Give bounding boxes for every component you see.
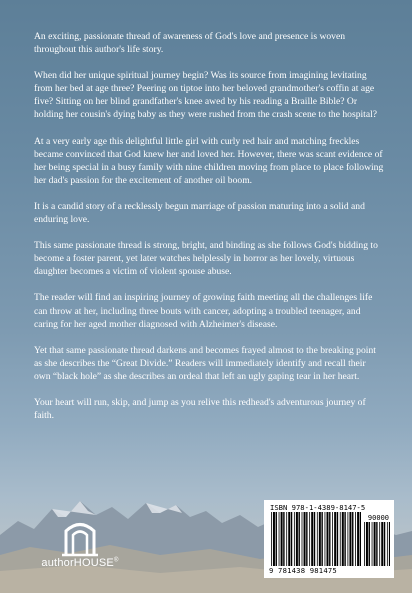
barcode-bar (325, 512, 326, 566)
barcode-bar (334, 512, 336, 566)
barcode-digits: 9 781438 981475 (269, 566, 337, 575)
barcode-bar (352, 512, 353, 566)
barcode-bar (376, 522, 377, 566)
barcode-bar (311, 512, 313, 566)
blurb-paragraph: The reader will find an inspiring journey of growing faith meeting all the challenges life can throw at her, including three bouts with cancer, adopting a troubled teenager, and caring for her aged mother diagnosed with Alzheimer's disease. (34, 292, 373, 330)
barcode-bar (344, 512, 345, 566)
blurb-paragraph: At a very early age this delightful little girl with curly red hair and matching freckles became convinced that God knew her and loved her. However, there was scant evidence of her being special in a busy family with nine children moving from place to place following her dad's passion for the excitement of another oil boom. (34, 135, 384, 186)
barcode-bar (296, 512, 298, 566)
barcode-icon (271, 512, 361, 566)
barcode-bar (384, 522, 385, 566)
barcode-bar (364, 522, 365, 566)
isbn-barcode (264, 500, 394, 578)
barcode-bar (381, 522, 383, 566)
barcode-bar (327, 512, 329, 566)
barcode-bar (369, 522, 370, 566)
barcode-bar (306, 512, 307, 566)
barcode-bar (276, 512, 277, 566)
blurb-paragraph: It is a candid story of a recklessly begun marriage of passion maturing into a solid and enduring love. (34, 200, 365, 226)
barcode-bar (389, 522, 390, 566)
barcode-bar (304, 512, 306, 566)
barcode-bar (374, 522, 376, 566)
barcode-bar (332, 512, 333, 566)
barcode-bar (348, 512, 349, 566)
barcode-bar (379, 522, 380, 566)
blurb-paragraph: An exciting, passionate thread of awareness of God's love and presence is woven throughout this author's life story. (34, 31, 346, 56)
barcode-bar (357, 512, 359, 566)
barcode-bar (288, 512, 290, 566)
barcode-bar (314, 512, 315, 566)
barcode-bar (319, 512, 321, 566)
publisher-name: authorHOUSE® (41, 557, 119, 569)
blurb-paragraph: This same passionate thread is strong, bright, and binding as she follows God's bidding to become a foster parent, yet later watches helplessly in horror as her lovely, virtuous daughter becomes a victim of violent spouse abuse. (34, 240, 378, 278)
isbn-label: ISBN 978-1-4389-8147-5 (270, 503, 366, 512)
price-code: 90000 (367, 514, 389, 522)
barcode-bar (283, 512, 284, 566)
barcode-bar (317, 512, 318, 566)
house-logo-icon (30, 515, 130, 557)
addon-barcode-icon (364, 522, 390, 566)
barcode-bar (366, 522, 368, 566)
publisher-logo (30, 515, 130, 575)
barcode-bar (321, 512, 322, 566)
blurb-paragraph: When did her unique spiritual journey begin? Was its source from imagining levitating from her bed at age three? Peering on tiptoe into her beloved grandmother's coffin at age five? Sitting on her blind grandfather's knee awed by his reading a Braille Bible? Or holding her cousin's dying baby as they were rushed from the crash scene to the hospital? (34, 70, 378, 121)
barcode-bar (329, 512, 330, 566)
barcode-bar (299, 512, 300, 566)
barcode-bar (360, 512, 361, 566)
barcode-bar (286, 512, 287, 566)
back-cover-blurb (34, 30, 384, 435)
barcode-bar (340, 512, 341, 566)
barcode-bar (355, 512, 356, 566)
barcode-bar (279, 512, 280, 566)
barcode-bar (309, 512, 310, 566)
barcode-bar (302, 512, 303, 566)
barcode-bar (349, 512, 351, 566)
barcode-bar (291, 512, 292, 566)
barcode-bar (281, 512, 283, 566)
barcode-bar (387, 522, 388, 566)
barcode-bar (342, 512, 344, 566)
blurb-paragraph: Yet that same passionate thread darkens and becomes frayed almost to the breaking point as she describes the “Great Divide.” Readers will immediately identify and recall their own “black hole” as she describes an ordeal that left an ugly gaping tear in her heart. (34, 344, 376, 382)
barcode-bar (294, 512, 295, 566)
barcode-bar (337, 512, 338, 566)
barcode-bar (273, 512, 275, 566)
barcode-bar (372, 522, 373, 566)
blurb-paragraph: Your heart will run, skip, and jump as you relive this redhead's adventurous journey of faith. (34, 396, 366, 422)
barcode-bar (271, 512, 272, 566)
